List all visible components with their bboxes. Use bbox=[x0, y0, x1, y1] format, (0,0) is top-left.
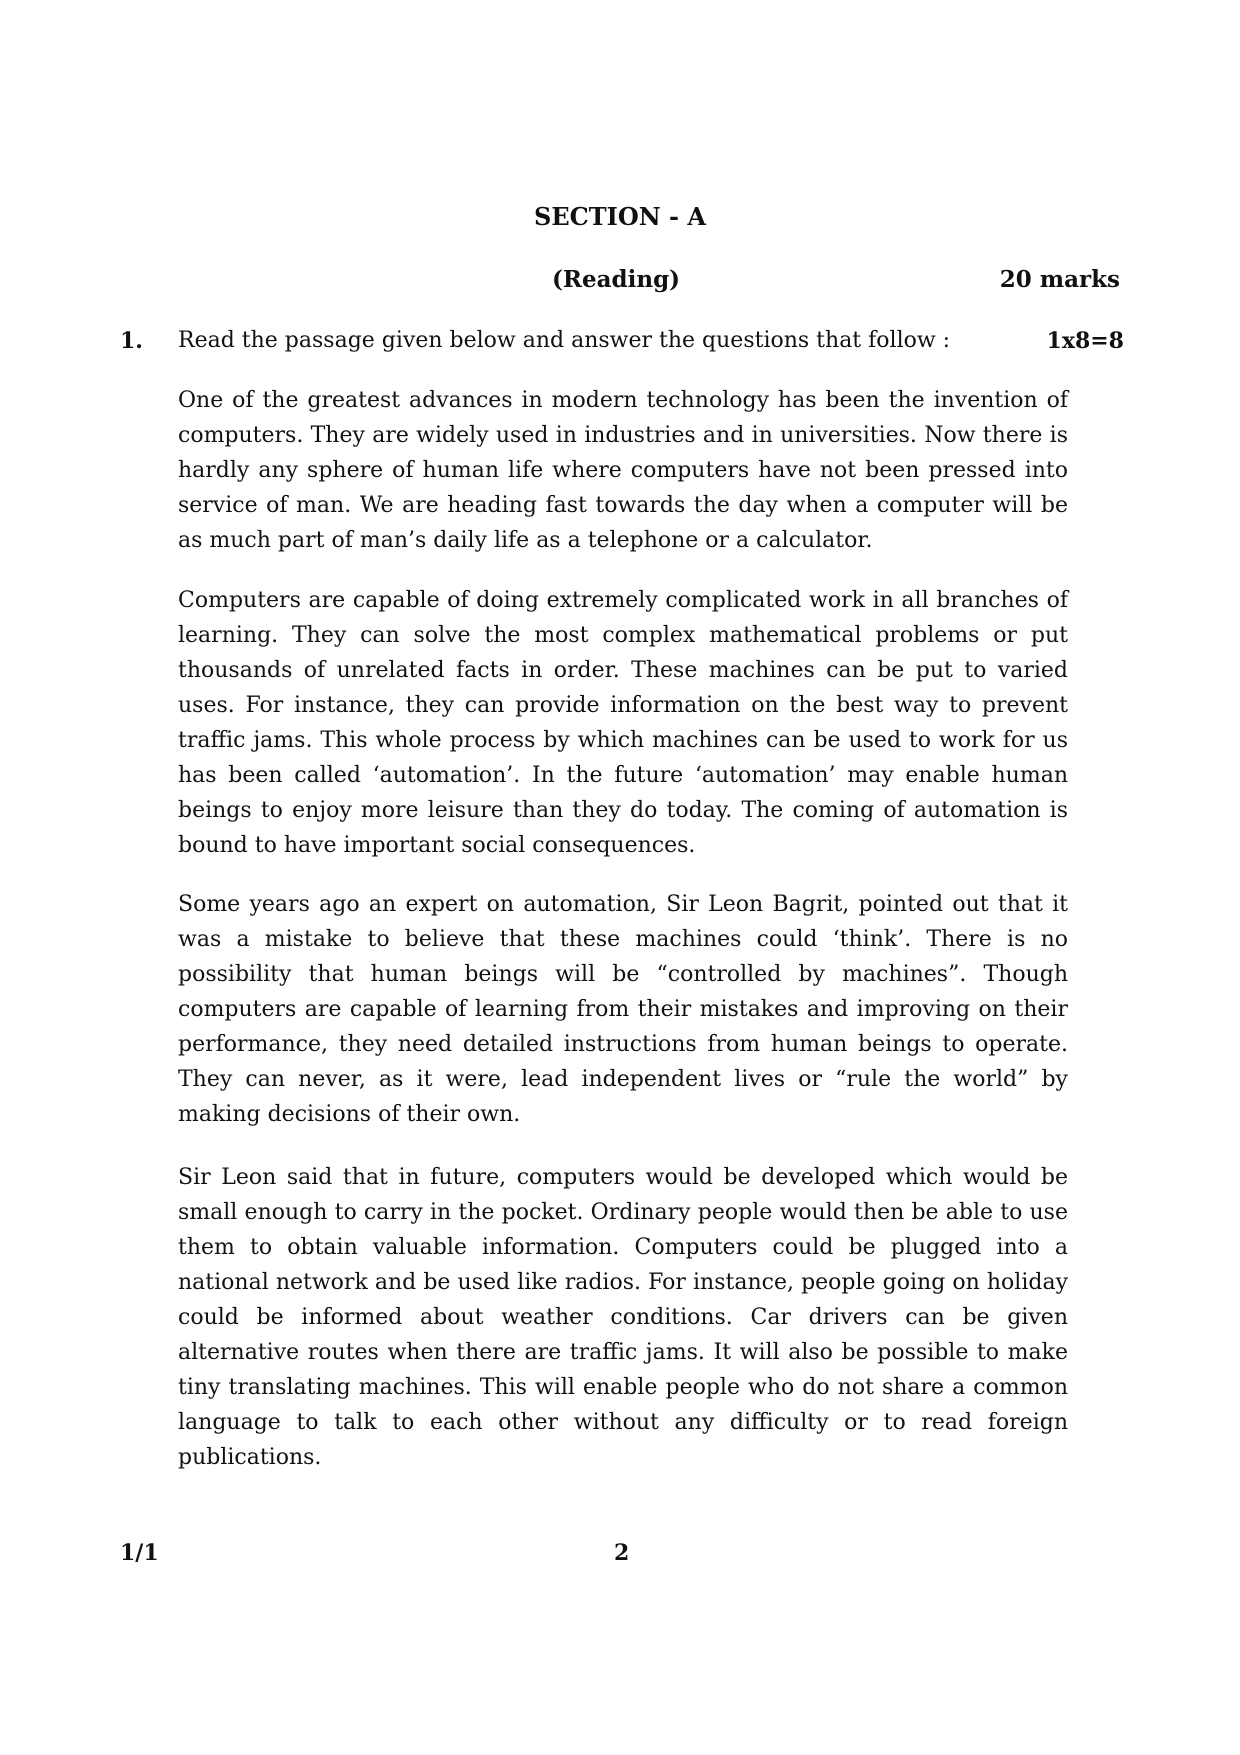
section-title bbox=[0, 202, 1240, 231]
footer-code: 1/1 bbox=[120, 1540, 159, 1566]
passage-paragraph-4: Sir Leon said that in future, computers would be developed which would be small enough to carry in the pocket. Ordinary people would then be able to use them to obtain valuable information. Computers could be plugged into a national network and be used like radios. For instance, people going on holiday could be informed about weather conditions. Car drivers can be given alternative routes when there are traffic jams. It will also be possible to make tiny translating machines. This will enable people who do not share a common language to talk to each other without any difficulty or to read foreign publications. bbox=[178, 1165, 1068, 1470]
passage-paragraph-3: Some years ago an expert on automation, Sir Leon Bagrit, pointed out that it was a mistake to believe that these machines could ‘think’. There is no possibility that human beings will be “controlled by machines”. Though computers are capable of learning from their mistakes and improving on their performance, they need detailed instructions from human beings to operate. They can never, as it were, lead independent lives or “rule the world” by making decisions of their own. bbox=[178, 892, 1068, 1127]
section-title-text: SECTION - A bbox=[534, 202, 706, 231]
question-marks: 1x8=8 bbox=[1046, 328, 1124, 354]
passage-paragraph-1: One of the greatest advances in modern technology has been the invention of computers. They are widely used in industries and in universities. Now there is hardly any sphere of human life where computers have not been pressed into service of man. We are heading fast towards the day when a computer will be as much part of man’s daily life as a telephone or a calculator. bbox=[178, 388, 1068, 553]
question-instruction: Read the passage given below and answer the questions that follow : bbox=[178, 328, 951, 353]
page-number: 2 bbox=[614, 1540, 630, 1566]
subsection-title: (Reading) bbox=[552, 266, 681, 293]
section-total-marks: 20 marks bbox=[999, 266, 1120, 293]
passage-paragraph-2: Computers are capable of doing extremely complicated work in all branches of learning. They can solve the most complex mathematical problems or put thousands of unrelated facts in order. These machines can be put to varied uses. For instance, they can provide information on the best way to prevent traffic jams. This whole process by which machines can be used to work for us has been called ‘automation’. In the future ‘automation’ may enable human beings to enjoy more leisure than they do today. The coming of automation is bound to have important social consequences. bbox=[178, 588, 1068, 858]
question-number: 1. bbox=[120, 328, 143, 354]
